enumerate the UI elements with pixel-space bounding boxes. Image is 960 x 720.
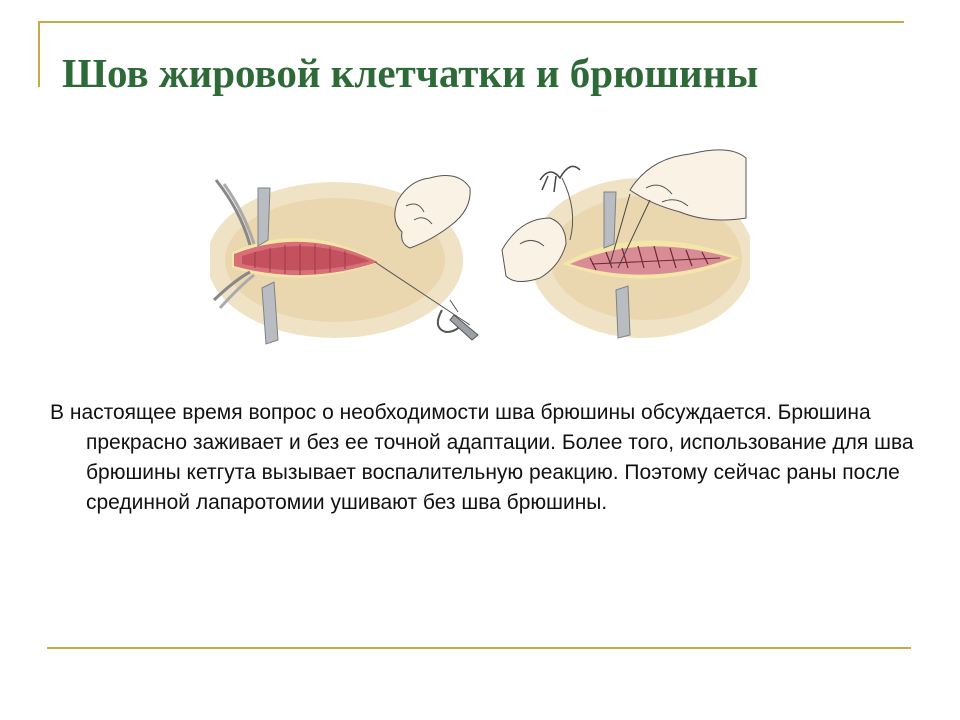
top-rule: [38, 21, 904, 23]
surgical-illustration: [210, 140, 750, 360]
left-rule: [38, 21, 40, 87]
body-paragraph: В настоящее время вопрос о необходимости шва брюшины обсуждается. Брюшина прекрасно заживает и без ее точной адаптации. Более того, использование для шва брюшины кетгута вызывает воспалительную реакцию. Поэтому сейчас раны после срединной лапаротомии ушивают без шва брюшины.: [50, 401, 914, 514]
wound-closure-illustration-icon: [502, 150, 750, 338]
suture-illustration-icon: [210, 140, 750, 360]
incision-suturing-illustration-icon: [210, 176, 478, 344]
bottom-rule: [47, 647, 911, 649]
slide-title: Шов жировой клетчатки и брюшины: [62, 50, 759, 96]
